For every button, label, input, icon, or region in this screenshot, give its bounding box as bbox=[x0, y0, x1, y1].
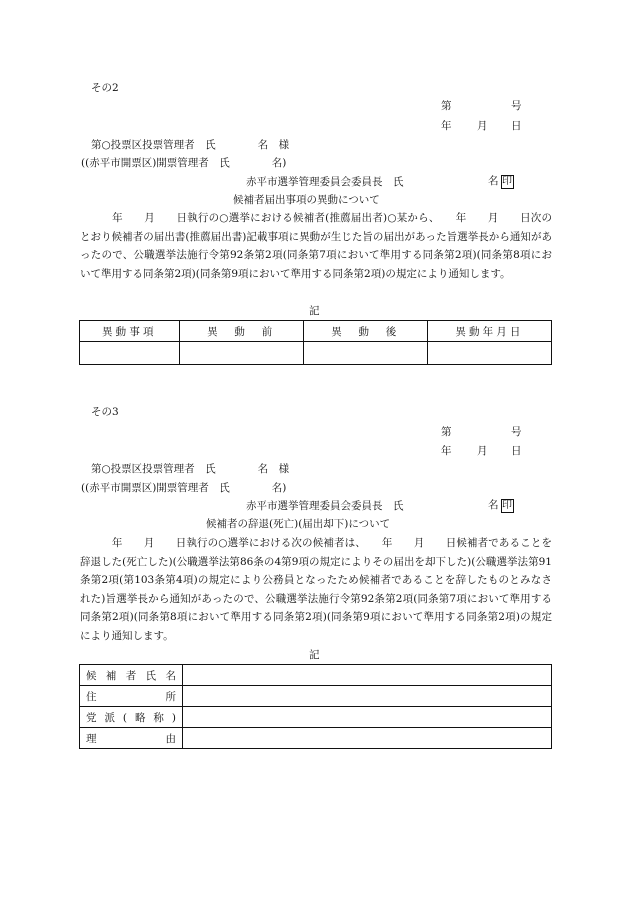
sender-name: 赤平市選挙管理委員会委員長 氏 bbox=[246, 500, 404, 512]
seal-icon: 印 bbox=[502, 500, 512, 511]
number-go: 号 bbox=[511, 100, 522, 112]
sender-name: 赤平市選挙管理委員会委員長 氏 bbox=[246, 176, 404, 188]
date-month: 月 bbox=[477, 120, 488, 132]
table-header-row bbox=[80, 321, 552, 342]
row-label: 候補者氏名 bbox=[80, 665, 183, 686]
addressee-line2: ((赤平市開票区)開票管理者 氏 名) bbox=[81, 157, 287, 169]
sender-seal-block bbox=[488, 499, 514, 513]
number-dai: 第 bbox=[441, 426, 452, 438]
table-cell bbox=[80, 342, 180, 365]
table-cell bbox=[183, 665, 552, 686]
sender-seal-block bbox=[488, 175, 514, 189]
addressee-line1: 第○投票区投票管理者 氏 名 様 bbox=[91, 139, 290, 151]
table-row bbox=[80, 665, 552, 686]
seal-icon: 印 bbox=[502, 176, 512, 187]
table-cell bbox=[183, 686, 552, 707]
table-cell bbox=[303, 342, 427, 365]
table-header: 異動年月日 bbox=[427, 321, 551, 342]
candidate-table bbox=[79, 664, 552, 749]
table-row bbox=[80, 686, 552, 707]
number-go: 号 bbox=[511, 426, 522, 438]
table-cell bbox=[183, 728, 552, 749]
document-subject: 候補者届出事項の異動について bbox=[233, 194, 380, 206]
date-day: 日 bbox=[511, 445, 522, 457]
document-body: 年 月 日執行の○選挙における次の候補者は、 年 月 日候補者であることを辞退した(死亡した)(公職選挙法第86条の4第9項の規定によりその届出を却下した)(公職選挙法第91条第2項(第103条第4項)の規定により公務員となったため候補者であることを辞したものとみなされた)旨選挙長から通知があったので、公職選挙法施行令第92条第2項(同条第7項において準用する同条第2項)(同条第8項において準用する同条第2項)(同条第9項において準用する同条第2項)の規定により通知します。 bbox=[80, 537, 552, 642]
row-label: 住所 bbox=[80, 686, 183, 707]
ki-label: 記 bbox=[309, 305, 320, 317]
number-dai: 第 bbox=[441, 100, 452, 112]
row-label: 党派(略称) bbox=[80, 707, 183, 728]
date-year: 年 bbox=[441, 445, 452, 457]
table-header: 異 動 後 bbox=[303, 321, 427, 342]
date-month: 月 bbox=[477, 445, 488, 457]
table-row bbox=[80, 728, 552, 749]
section3-heading: その3 bbox=[91, 406, 119, 418]
table-cell bbox=[427, 342, 551, 365]
row-label: 理由 bbox=[80, 728, 183, 749]
document-subject: 候補者の辞退(死亡)(届出却下)について bbox=[206, 518, 391, 530]
table-row bbox=[80, 342, 552, 365]
change-table bbox=[79, 320, 552, 365]
sender-mei: 名 bbox=[488, 499, 499, 511]
addressee-line1: 第○投票区投票管理者 氏 名 様 bbox=[91, 463, 290, 475]
table-header: 異 動 前 bbox=[179, 321, 303, 342]
table-cell bbox=[179, 342, 303, 365]
section2-heading: その2 bbox=[91, 82, 119, 94]
ki-label: 記 bbox=[309, 649, 320, 661]
date-day: 日 bbox=[511, 120, 522, 132]
addressee-line2: ((赤平市開票区)開票管理者 氏 名) bbox=[81, 482, 287, 494]
table-cell bbox=[183, 707, 552, 728]
document-body: 年 月 日執行の○選挙における候補者(推薦届出者)○某から、 年 月 日次のとおり候補者の届出書(推薦届出書)記載事項に異動が生じた旨の届出があった旨選挙長から通知があったので、公職選挙法施行令第92条第2項(同条第7項において準用する同条第2項)(同条第8項において準用する同条第2項)(同条第9項において準用する同条第2項)の規定により通知します。 bbox=[80, 212, 552, 280]
table-row bbox=[80, 707, 552, 728]
date-year: 年 bbox=[441, 120, 452, 132]
table-header: 異動事項 bbox=[80, 321, 180, 342]
sender-mei: 名 bbox=[488, 175, 499, 187]
